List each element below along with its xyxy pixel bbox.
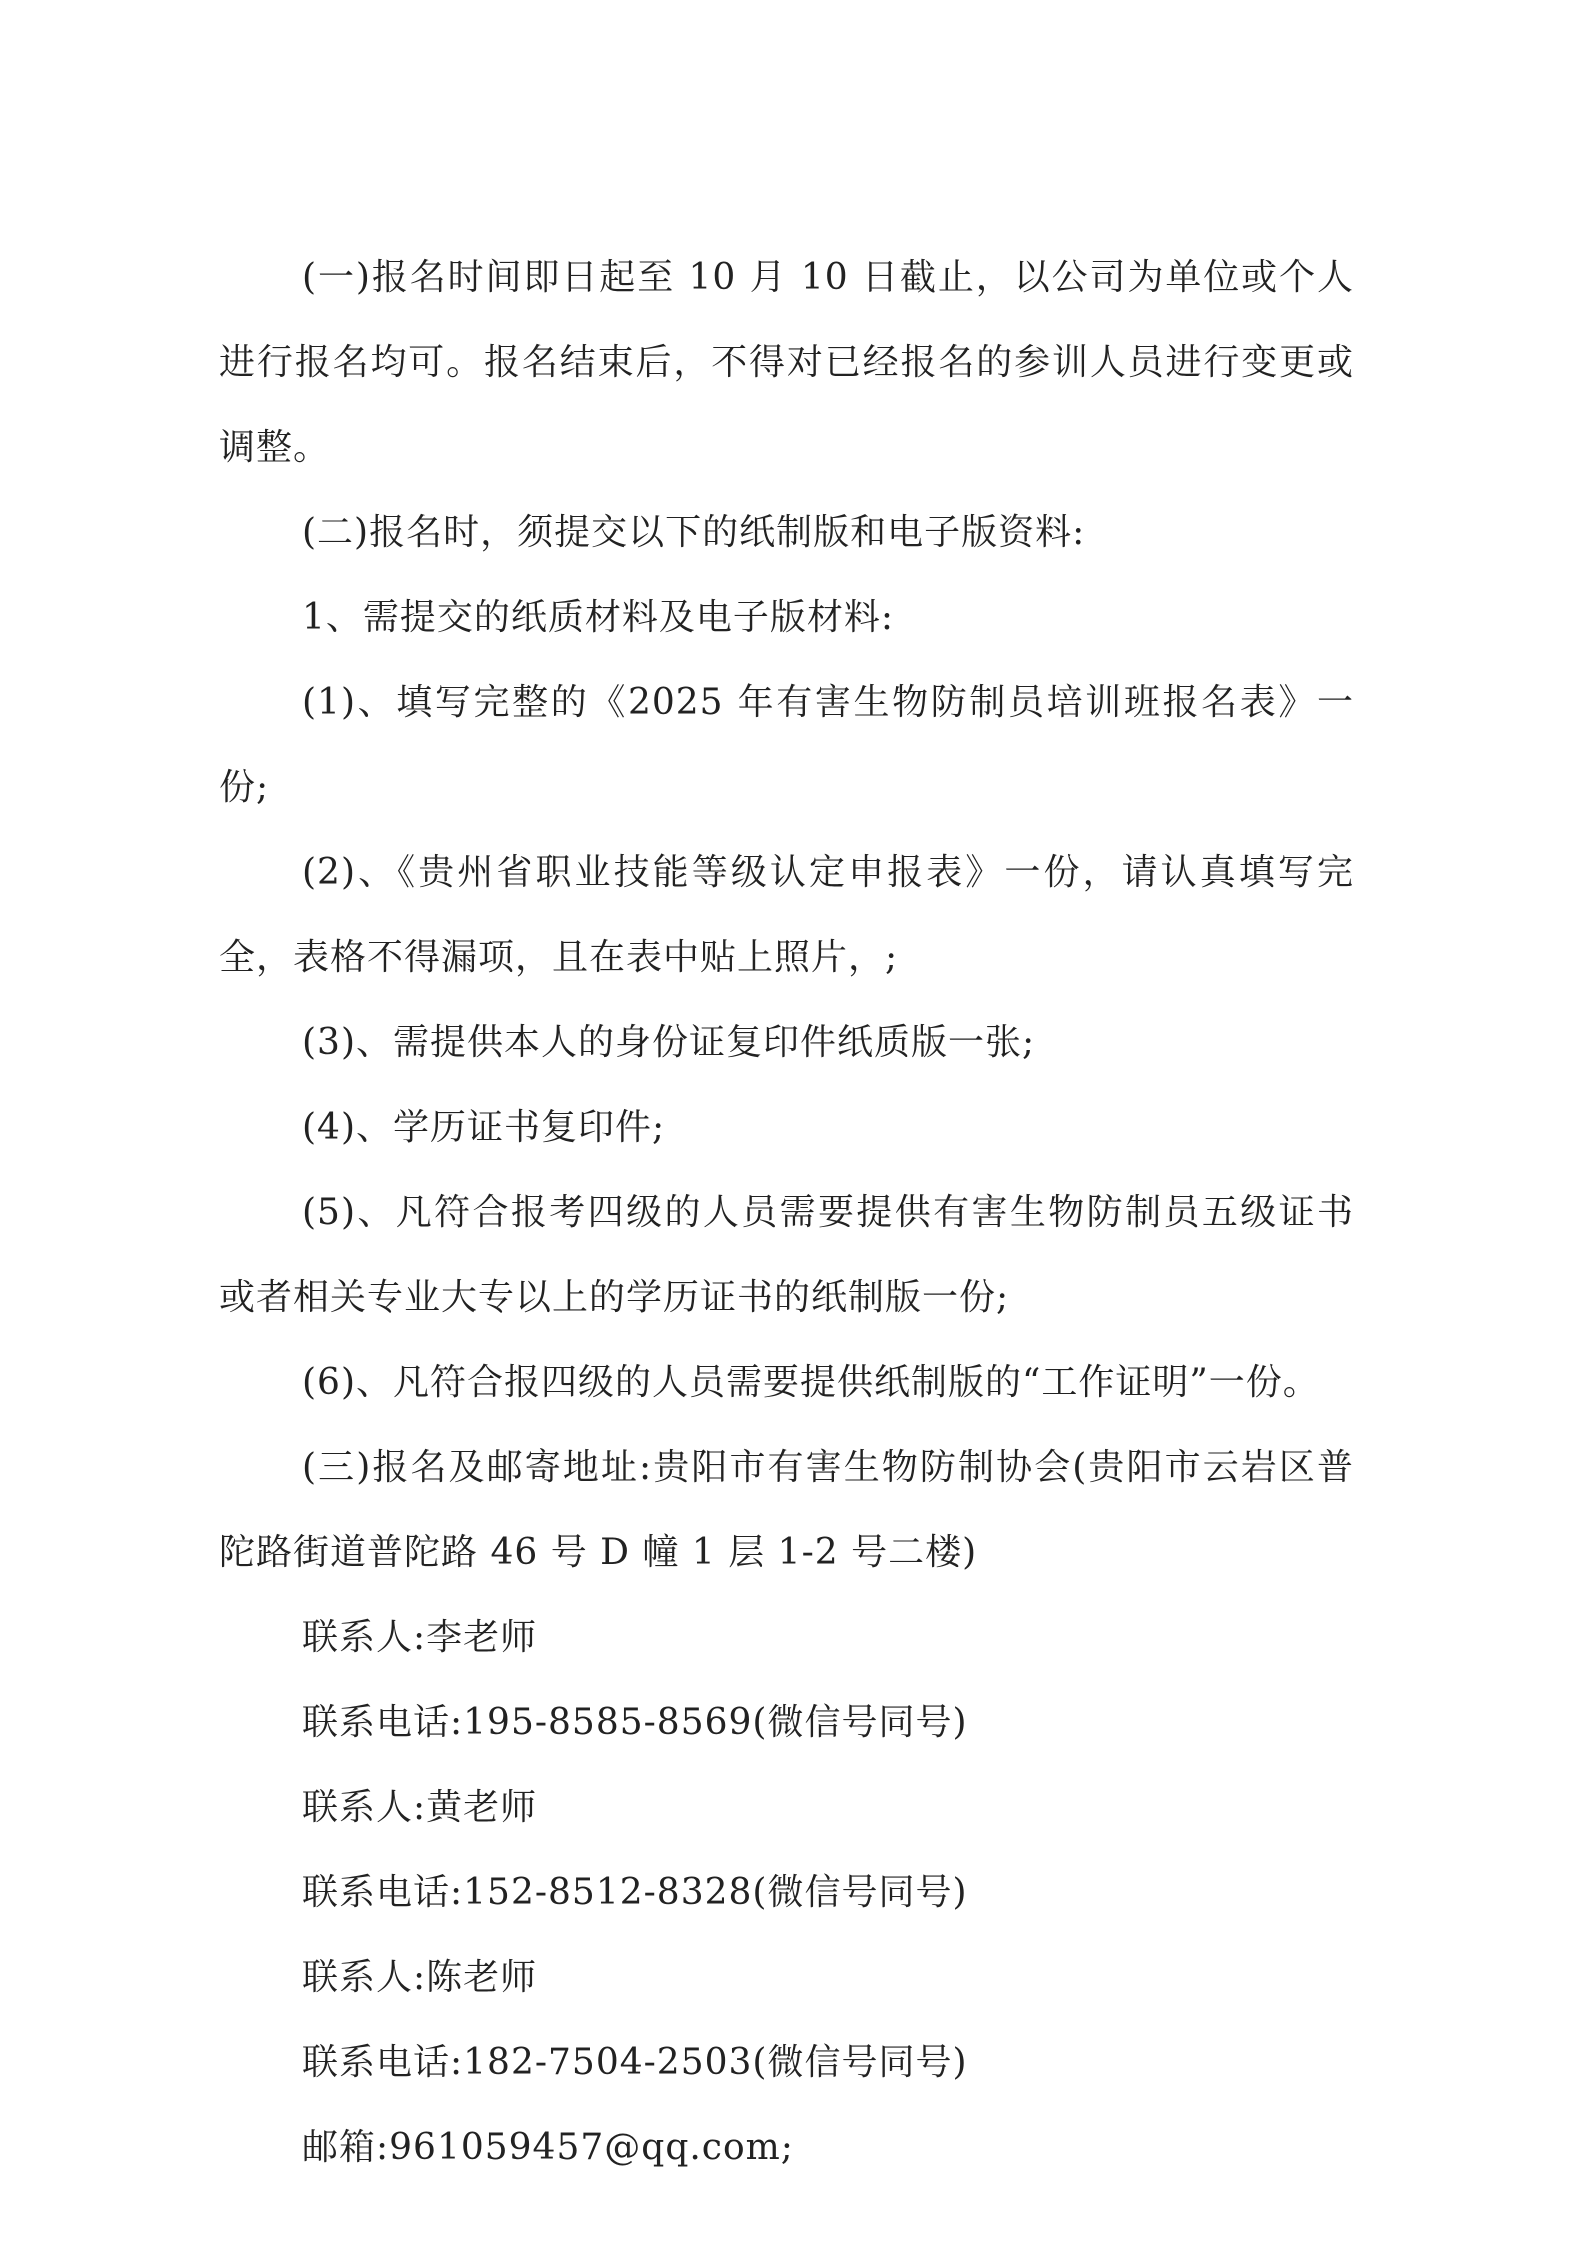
- paragraph-materials-intro: (二)报名时，须提交以下的纸制版和电子版资料:: [302, 512, 1086, 553]
- contact-person-2: 联系人:黄老师: [302, 1787, 538, 1828]
- paragraph-item-2: (2)、《贵州省职业技能等级认定申报表》一份，请认真填写完全，表格不得漏项，且在表中贴上照片，;: [219, 852, 1354, 978]
- paragraph-item-4: (4)、学历证书复印件;: [302, 1107, 666, 1148]
- paragraph-registration-time: (一)报名时间即日起至 10 月 10 日截止，以公司为单位或个人进行报名均可。报名结束后，不得对已经报名的参训人员进行变更或调整。: [219, 257, 1354, 468]
- paragraph-item-1: (1)、填写完整的《2025 年有害生物防制员培训班报名表》一份;: [219, 682, 1354, 808]
- contact-phone-3: 联系电话:182-7504-2503(微信号同号): [302, 2042, 968, 2083]
- contact-person-3: 联系人:陈老师: [302, 1957, 538, 1998]
- contact-person-1: 联系人:李老师: [302, 1617, 538, 1658]
- contact-email: 邮箱:961059457@qq.com;: [302, 2127, 794, 2168]
- paragraph-item-5: (5)、凡符合报考四级的人员需要提供有害生物防制员五级证书或者相关专业大专以上的学历证书的纸制版一份;: [219, 1192, 1354, 1318]
- paragraph-materials-heading: 1、需提交的纸质材料及电子版材料:: [302, 597, 895, 638]
- document-body: [219, 235, 1354, 2190]
- paragraph-address: (三)报名及邮寄地址:贵阳市有害生物防制协会(贵阳市云岩区普陀路街道普陀路 46 号 D 幢 1 层 1-2 号二楼): [219, 1447, 1354, 1573]
- paragraph-item-3: (3)、需提供本人的身份证复印件纸质版一张;: [302, 1022, 1036, 1063]
- paragraph-item-6: (6)、凡符合报四级的人员需要提供纸制版的“工作证明”一份。: [302, 1362, 1320, 1403]
- contact-phone-2: 联系电话:152-8512-8328(微信号同号): [302, 1872, 968, 1913]
- contact-phone-1: 联系电话:195-8585-8569(微信号同号): [302, 1702, 968, 1743]
